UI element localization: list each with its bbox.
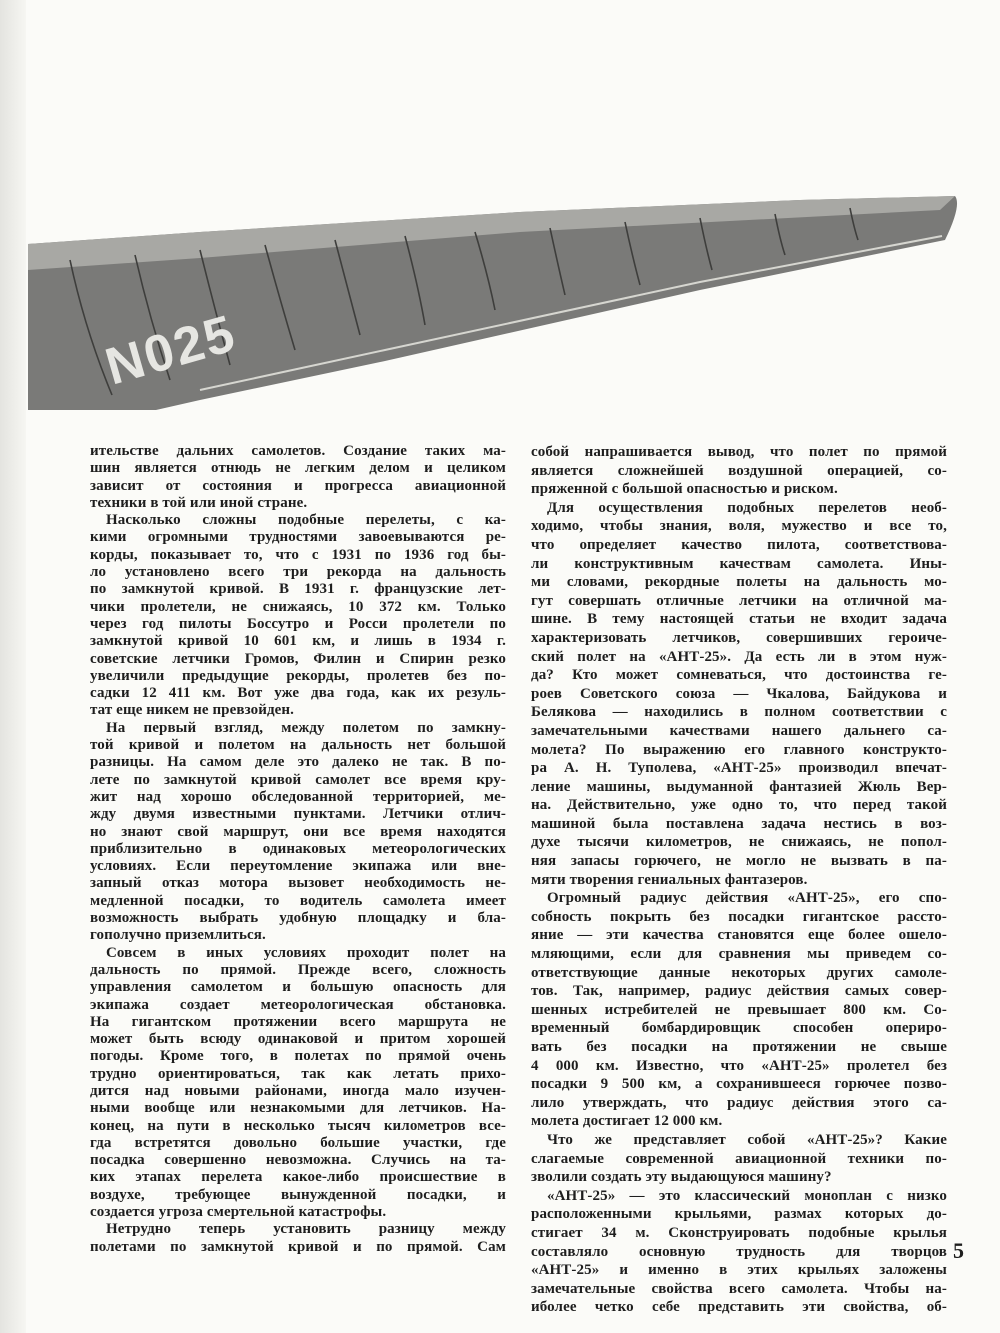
text-line: шин является отнюдь не легким делом и целиком xyxy=(90,460,506,477)
text-line: яние — эти качества становятся еще более ошело- xyxy=(531,927,947,944)
text-line: мяти творения гениальных фантазеров. xyxy=(531,871,808,888)
text-line: может быть всюду одинаковой и притом хорошей xyxy=(90,1031,506,1048)
text-line: замечательные свойства всего самолета. Чтобы на- xyxy=(531,1280,947,1297)
text-line: гда встретятся довольно большие участки, где xyxy=(90,1134,506,1151)
text-line: воздухе, требующее вынужденной посадки, и xyxy=(90,1186,506,1203)
paragraph xyxy=(531,443,947,499)
text-line: дальность по прямой. Прежде всего, сложность xyxy=(90,961,506,978)
text-line: той кривой и полетом на дальность нет большой xyxy=(90,737,506,754)
paragraph xyxy=(531,1131,947,1187)
text-line: ление машины, выдуманной фантазией Жюль Вер- xyxy=(531,778,947,795)
text-line: тов. Так, например, радиус действия самых совер- xyxy=(531,983,947,1000)
paragraph xyxy=(90,1221,506,1256)
text-line: иболее четко себе представить эти свойства, об- xyxy=(531,1299,947,1316)
text-line: советские летчики Громов, Филин и Спирин резко xyxy=(90,650,506,667)
text-line: расположенными крыльями, размах которых до- xyxy=(531,1206,947,1223)
text-line: Нетрудно теперь установить разницу между xyxy=(106,1221,506,1238)
text-line: садки 12 411 км. Вот уже два года, как их резуль- xyxy=(90,685,506,702)
text-line: стигает 34 м. Сконструировать подобные крылья xyxy=(531,1224,947,1241)
text-line: собой напрашивается вывод, что полет по прямой xyxy=(531,444,947,460)
text-line: разницы. На самом деле это далеко не так. В по- xyxy=(90,754,506,771)
text-line: посадка совершенно невозможна. Случись на та- xyxy=(90,1152,506,1169)
text-line: трудно ориентироваться, так как летать прихо- xyxy=(90,1065,506,1082)
text-line: управления самолетом и большую опасность для xyxy=(90,979,506,996)
text-line: Белякова — находились в полном соответствии с xyxy=(531,704,947,721)
text-line: условиях. Если переутомление экипажа или вне- xyxy=(90,858,506,875)
text-line: увеличили предыдущие рекорды, пролетев без по- xyxy=(90,667,506,684)
text-line: конец, на пути в несколько тысяч километров все- xyxy=(90,1117,506,1134)
text-line: ких этапах перелета какое-либо происшествие в xyxy=(90,1169,506,1186)
text-line: замечательными качествами нашего дальнего са- xyxy=(531,722,947,739)
text-line: является сложнейшей воздушной операцией, со- xyxy=(531,462,947,479)
text-line: собность покрыть без посадки гигантское рассто- xyxy=(531,908,947,925)
text-line: да? Кто может сомневаться, что достоинства ге- xyxy=(531,667,947,684)
text-line: Насколько сложны подобные перелеты, с ка- xyxy=(106,512,506,529)
page-number: 5 xyxy=(953,1238,964,1263)
text-line: «АНТ-25» и именно в этих крыльях заложены xyxy=(531,1262,947,1279)
text-line: что определяет качество пилота, соответствова- xyxy=(531,536,947,553)
text-line: шенных истребителей не превышает 800 км. Со- xyxy=(531,1001,947,1018)
text-line: тат еще никем не превзойден. xyxy=(90,702,295,719)
text-line: ительстве дальних самолетов. Создание таких ма- xyxy=(90,443,506,459)
text-line: но знают свой маршрут, они все время находятся xyxy=(90,823,506,840)
text-line: слагаемые современной авиационной техники по- xyxy=(531,1150,947,1167)
text-line: На первый взгляд, между полетом по замкну- xyxy=(106,719,506,736)
text-line: чики пролетели, не снижаясь, 10 372 км. Только xyxy=(90,598,506,615)
text-line: «АНТ-25» — это классический моноплан с низко xyxy=(547,1187,947,1204)
text-line: кими огромными трудностями завоевываются ре- xyxy=(90,529,506,546)
text-line: гут совершать отличные летчики на отличной ма- xyxy=(531,592,947,609)
paragraph xyxy=(531,889,947,1131)
text-line: духе тысячи километров, не снижаясь, не попол- xyxy=(531,834,947,851)
text-line: экипажа создает метеорологическая обстановка. xyxy=(90,996,506,1013)
right-text-column xyxy=(531,443,947,1317)
paragraph xyxy=(90,945,506,1222)
text-line: ми словами, рекордные полеты на дальность мо- xyxy=(531,574,947,591)
text-line: ло установлено всего три рекорда на дальность xyxy=(90,564,506,581)
text-line: гополучно приземлиться. xyxy=(90,927,266,944)
text-line: роев Советского союза — Чкалова, Байдукова и xyxy=(531,685,947,702)
text-line: няя запасы горючего, не могло не вызвать в па- xyxy=(531,853,947,870)
text-line: Совсем в иных условиях проходит полет на xyxy=(106,944,506,961)
text-line: На гигантском протяжении всего маршрута не xyxy=(90,1013,506,1030)
text-line: временный бомбардировщик способен опериро- xyxy=(531,1020,947,1037)
text-line: жит над хорошо обследованной территорией, ме- xyxy=(90,788,506,805)
text-line: посадки 9 500 км, а сохранившееся горючее позво- xyxy=(531,1076,947,1093)
text-line: замкнутой кривой 10 601 км, и лишь в 1934 г. xyxy=(90,633,506,650)
text-line: составляло основную трудность для творцов xyxy=(531,1243,947,1260)
text-line: характеризовать летчиков, совершивших герoиче- xyxy=(531,629,947,646)
text-line: медленной посадки, то водитель самолета имеет xyxy=(90,892,506,909)
text-line: молета? По выражению его главного конструкто- xyxy=(531,741,947,758)
text-line: техники в той или иной стране. xyxy=(90,494,308,511)
text-line: шине. В тему настоящей статьи не входит задача xyxy=(531,611,947,628)
text-line: лете по замкнутой кривой самолет все время кру- xyxy=(90,771,506,788)
text-line: ли конструктивным качествам самолета. Ины- xyxy=(531,555,947,572)
text-line: 4 000 км. Известно, что «АНТ-25» пролетел без xyxy=(531,1057,947,1074)
text-line: Что же представляет собой «АНТ-25»? Какие xyxy=(547,1131,947,1148)
text-line: ский полет на «АНТ-25». Да есть ли в этом нуж- xyxy=(531,648,947,665)
text-line: по замкнутой кривой. В 1931 г. французские лет- xyxy=(90,581,506,598)
paragraph xyxy=(531,1187,947,1317)
text-line: через год пилоты Боссутро и Росси пролетели по xyxy=(90,615,506,632)
paragraph xyxy=(90,720,506,945)
text-line: полетами по замкнутой кривой и по прямой. Сам xyxy=(90,1238,506,1255)
text-line: мляющими, если для сравнения мы приведем со- xyxy=(531,946,947,963)
text-line: ра А. Н. Туполева, «АНТ-25» производил впечат- xyxy=(531,760,947,777)
text-line: приблизительно в одинаковых метеорологических xyxy=(90,840,506,857)
text-line: лило утверждать, что радиус действия этого са- xyxy=(531,1094,947,1111)
text-line: ходимо, чтобы знания, воля, мужество и все то, xyxy=(531,518,947,535)
left-text-column xyxy=(90,443,506,1256)
text-line: ответствующие данные некоторых других самоле- xyxy=(531,964,947,981)
text-line: зависит от состояния и прогресса авиационной xyxy=(90,477,506,494)
text-line: молета достигает 12 000 км. xyxy=(531,1113,723,1130)
text-line: на. Действительно, уже одно то, что перед такой xyxy=(531,797,947,814)
text-line: запный отказ мотора вызовет необходимость не- xyxy=(90,875,506,892)
text-line: дится над новыми районами, иногда мало изучен- xyxy=(90,1082,506,1099)
text-line: зволили создать эту выдающуюся машину? xyxy=(531,1169,832,1186)
wing-marking: N025 xyxy=(99,304,243,397)
text-line: машиной была поставлена задача нестись в воз- xyxy=(531,815,947,832)
paragraph xyxy=(531,499,947,889)
text-line: Огромный радиус действия «АНТ-25», его спо- xyxy=(547,890,947,907)
text-line: Для осуществления подобных перелетов необ- xyxy=(547,499,947,516)
text-line: возможность выбрать удобную площадку и бла- xyxy=(90,910,506,927)
text-line: корды, показывает то, что с 1931 по 1936 год бы- xyxy=(90,546,506,563)
text-line: создается угроза смертельной катастрофы. xyxy=(90,1204,387,1221)
text-line: вать без посадки на протяжении не свыше xyxy=(531,1039,947,1055)
text-line: ными вообще или незнакомыми для летчиков. На- xyxy=(90,1100,506,1117)
aircraft-wing-photo xyxy=(0,150,1000,410)
text-line: жду двумя известными пунктами. Летчики отлич- xyxy=(90,806,506,823)
text-line: пряженной с большой опасностью и риском. xyxy=(531,481,838,498)
paragraph xyxy=(90,443,506,512)
paragraph xyxy=(90,512,506,720)
text-line: погоды. Кроме того, в полетах по прямой очень xyxy=(90,1048,506,1065)
